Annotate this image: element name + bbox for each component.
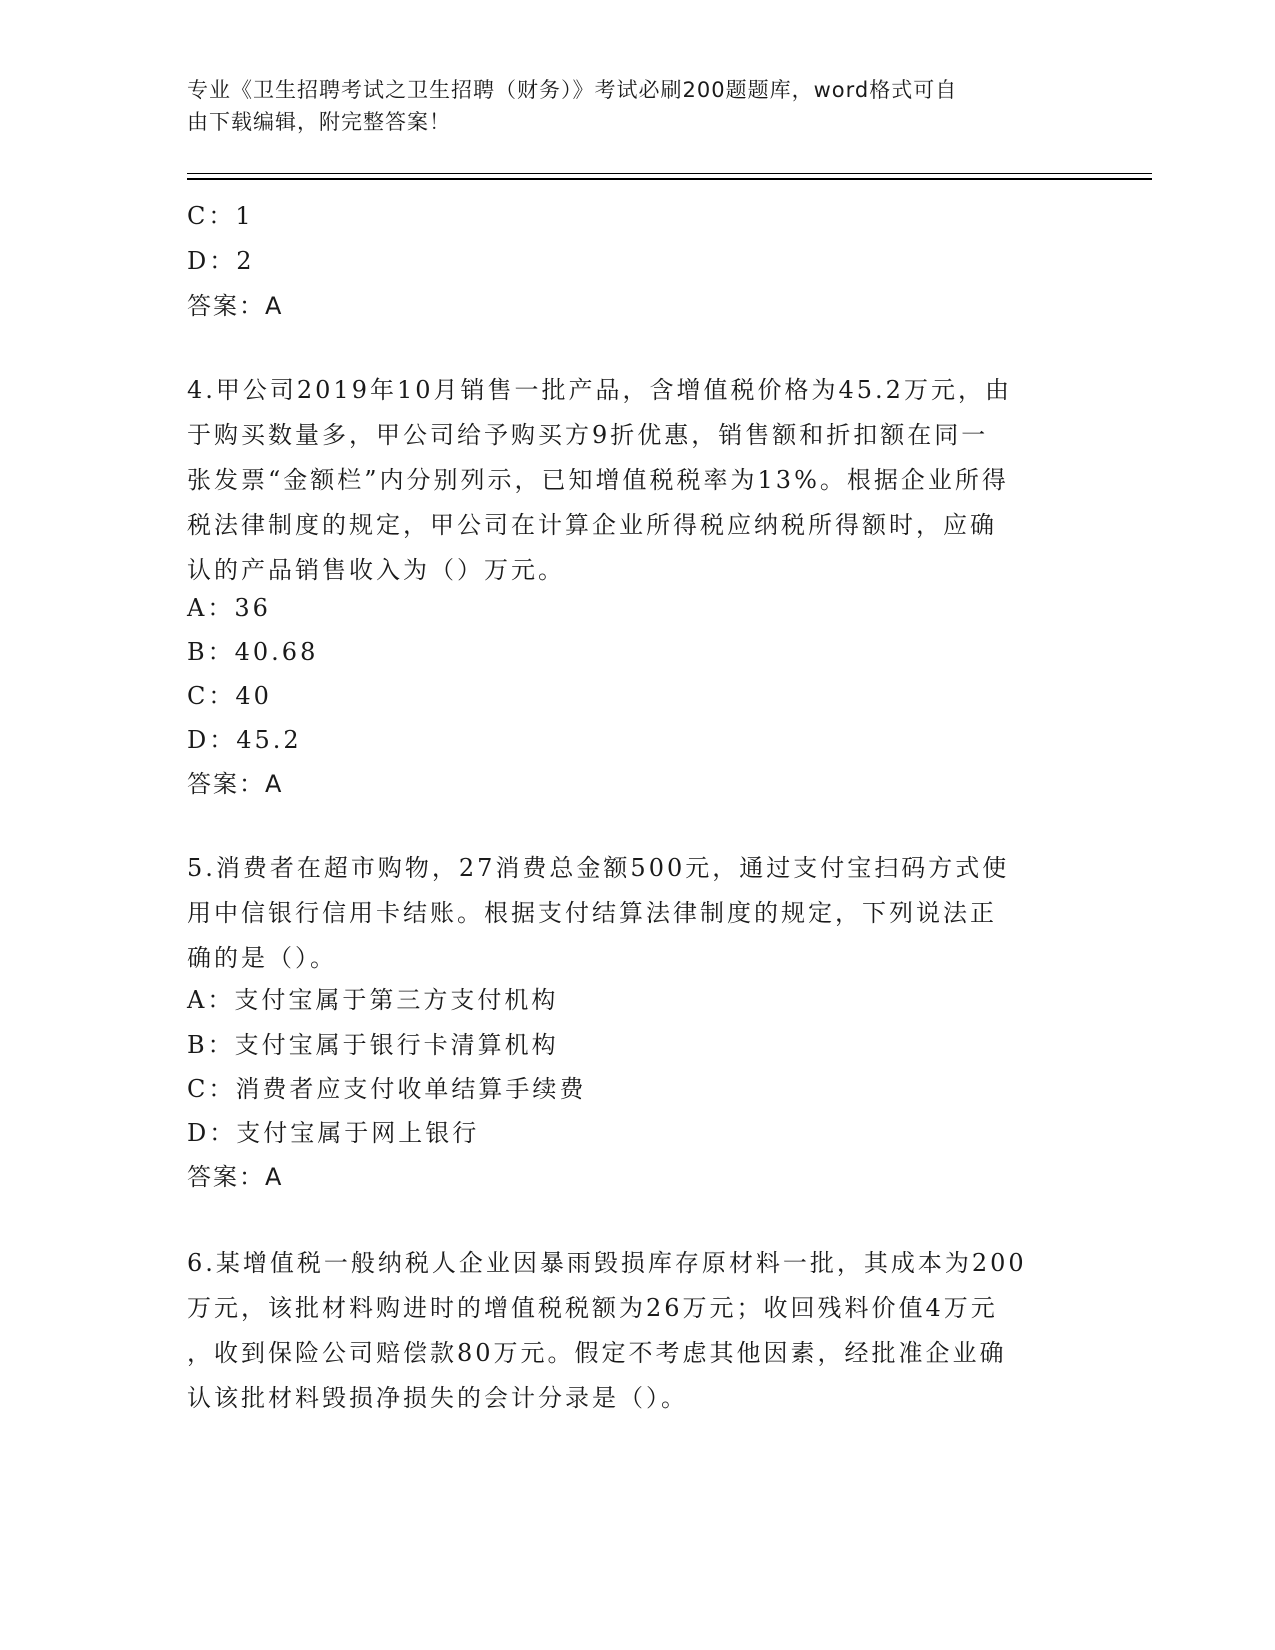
q3-option-c: C：1 <box>187 202 254 230</box>
q4-stem-line: 张发票“金额栏”内分别列示，已知增值税税率为13%。根据企业所得 <box>187 466 1009 494</box>
q5-stem <box>187 846 1087 981</box>
header-rule-thin <box>187 173 1152 174</box>
q5-option-d: D：支付宝属于网上银行 <box>187 1119 480 1147</box>
q4-option-d: D：45.2 <box>187 726 302 754</box>
q4-stem-line: 于购买数量多，甲公司给予购买方9折优惠，销售额和折扣额在同一 <box>187 421 989 449</box>
q5-stem-line: 5.消费者在超市购物，27消费总金额500元，通过支付宝扫码方式使 <box>187 854 1010 882</box>
q6-stem-line: 6.某增值税一般纳税人企业因暴雨毁损库存原材料一批，其成本为200 <box>187 1249 1027 1277</box>
q5-answer: 答案：A <box>187 1163 284 1191</box>
q6-stem-line: 万元，该批材料购进时的增值税税额为26万元；收回残料价值4万元 <box>187 1294 998 1322</box>
q4-stem-line: 4.甲公司2019年10月销售一批产品，含增值税价格为45.2万元，由 <box>187 376 1012 404</box>
q5-option-c: C：消费者应支付收单结算手续费 <box>187 1075 587 1103</box>
q4-answer: 答案：A <box>187 770 284 798</box>
q5-stem-line: 确的是（）。 <box>187 944 337 972</box>
q5-option-b: B：支付宝属于银行卡清算机构 <box>187 1031 559 1059</box>
q6-stem-line: ，收到保险公司赔偿款80万元。假定不考虑其他因素，经批准企业确 <box>187 1339 1007 1367</box>
q6-stem <box>187 1241 1087 1421</box>
q4-option-c: C：40 <box>187 682 272 710</box>
q5-option-a: A：支付宝属于第三方支付机构 <box>187 986 559 1014</box>
q6-stem-line: 认该批材料毁损净损失的会计分录是（）。 <box>187 1384 688 1412</box>
q4-stem-line: 认的产品销售收入为（）万元。 <box>187 556 565 584</box>
q3-answer: 答案：A <box>187 292 284 320</box>
document-header <box>187 74 1087 138</box>
q4-option-b: B：40.68 <box>187 638 319 666</box>
header-line-2: 由下载编辑，附完整答案！ <box>187 110 451 134</box>
header-line-1: 专业《卫生招聘考试之卫生招聘（财务）》考试必刷200题题库，word格式可自 <box>187 78 958 102</box>
q4-stem <box>187 368 1087 593</box>
q4-stem-line: 税法律制度的规定，甲公司在计算企业所得税应纳税所得额时，应确 <box>187 511 997 539</box>
q4-option-a: A：36 <box>187 594 271 622</box>
q3-option-d: D：2 <box>187 247 255 275</box>
header-rule-thick <box>187 178 1152 180</box>
q5-stem-line: 用中信银行信用卡结账。根据支付结算法律制度的规定，下列说法正 <box>187 899 997 927</box>
